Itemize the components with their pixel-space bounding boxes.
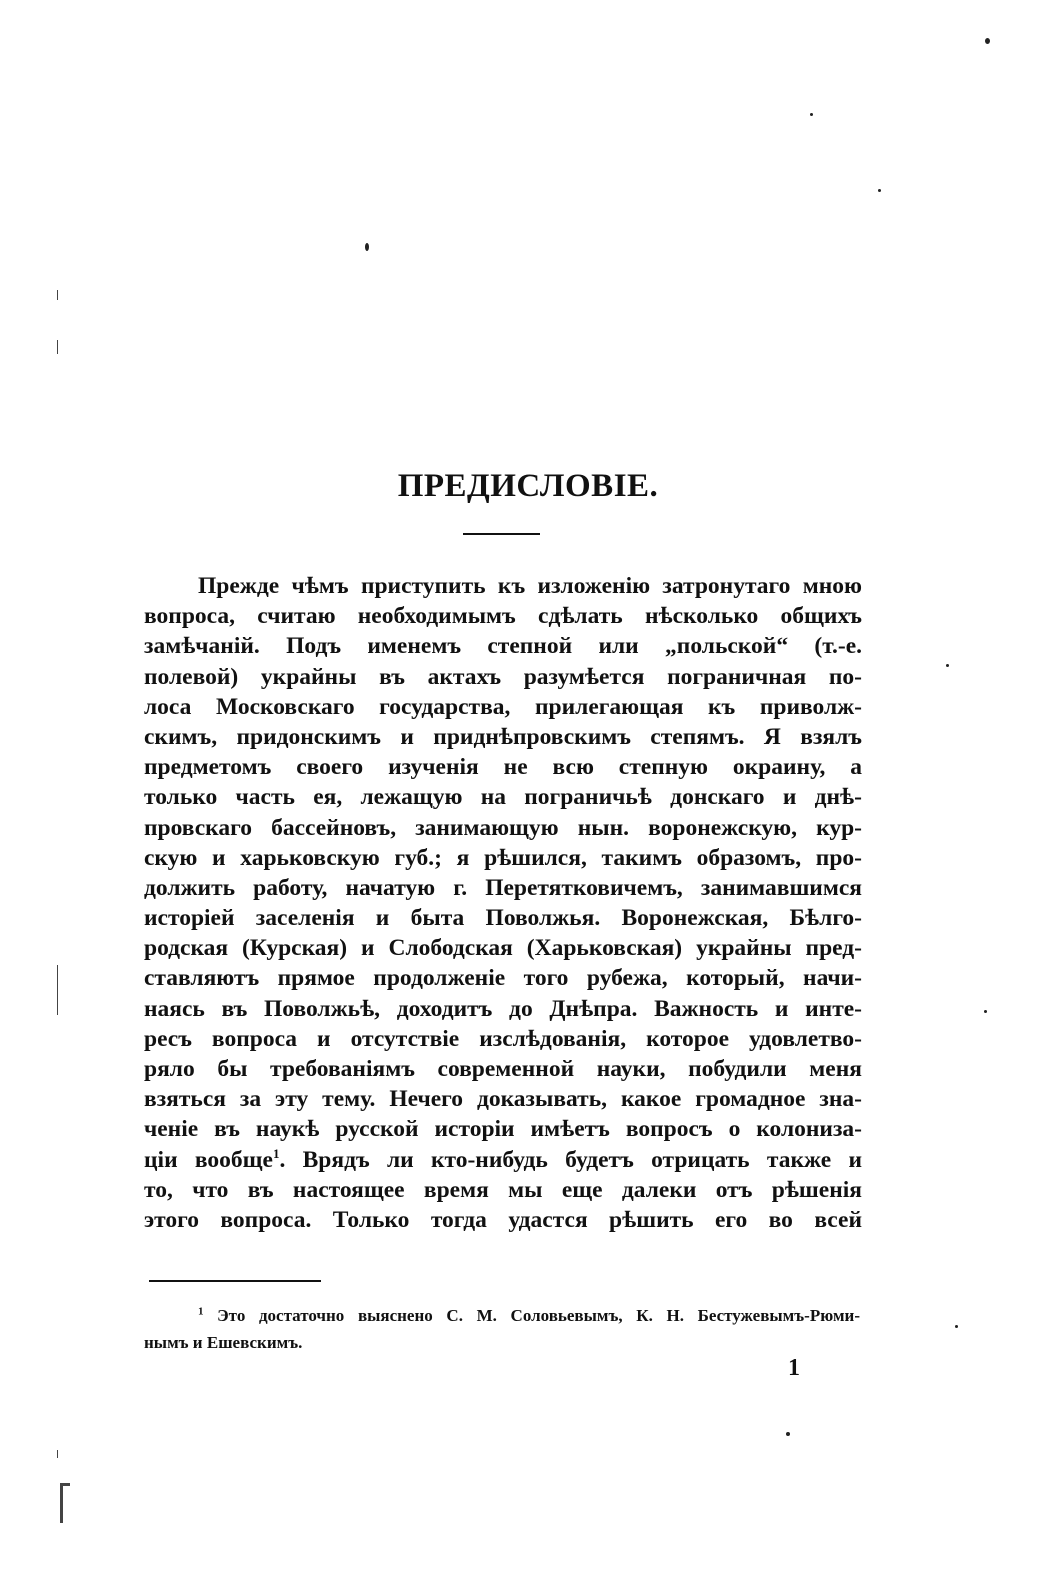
scan-speck	[946, 664, 949, 667]
text-line: Прежде чѣмъ приступить къ изложенію затронутаго мною	[198, 573, 862, 599]
text-line: родская (Курская) и Слободская (Харьковская) украйны пред-	[144, 935, 862, 962]
scan-edge-mark	[57, 1450, 58, 1458]
text-line: ченіе въ наукѣ русской исторіи имѣетъ вопросъ о колониза-	[144, 1116, 862, 1143]
text-line-with-footnote-ref	[144, 1145, 862, 1175]
scan-speck	[985, 38, 990, 44]
scan-edge-mark	[60, 1483, 70, 1486]
text-line: ресъ вопроса и отсутствіе изслѣдованія, которое удовлетво-	[144, 1025, 862, 1052]
text-line: провскаго бассейновъ, занимающую нын. воронежскую, кур-	[144, 814, 862, 841]
footnote-line	[144, 1302, 860, 1329]
title-divider	[463, 533, 540, 535]
scan-speck	[878, 189, 881, 192]
scan-edge-mark	[60, 1483, 63, 1523]
scan-speck	[955, 1325, 958, 1328]
scan-speck	[786, 1432, 790, 1436]
text-line: вопроса, считаю необходимымъ сдѣлать нѣсколько общихъ	[144, 603, 862, 630]
text-line: ставляютъ прямое продолженіе того рубежа, который, начи-	[144, 965, 862, 992]
text-line: полевой) украйны въ актахъ разумѣется пограничная по-	[144, 663, 862, 690]
scan-edge-mark	[57, 340, 58, 354]
footnote-divider	[149, 1280, 321, 1282]
chapter-title: ПРЕДИСЛОВІЕ.	[397, 468, 659, 504]
text-line: наясь въ Поволжьѣ, доходитъ до Днѣпра. Важность и инте-	[144, 995, 862, 1022]
scan-speck	[984, 1010, 987, 1013]
text-line: только часть ея, лежащую на пограничьѣ донскаго и днѣ-	[144, 784, 862, 811]
text-line: скую и харьковскую губ.; я рѣшился, такимъ образомъ, про-	[144, 844, 862, 871]
scan-speck	[365, 243, 369, 251]
footnote	[144, 1302, 860, 1356]
scan-edge-mark	[57, 965, 58, 1015]
text-line: взяться за эту тему. Нечего доказывать, какое громадное зна-	[144, 1086, 862, 1113]
footnote-marker: 1	[198, 1305, 204, 1318]
scan-edge-mark	[57, 290, 58, 300]
text-line: скимъ, придонскимъ и приднѣпровскимъ степямъ. Я взялъ	[144, 723, 862, 750]
text-line: исторіей заселенія и быта Поволжья. Воронежская, Бѣлго-	[144, 905, 862, 932]
text-line: то, что въ настоящее время мы еще далеки отъ рѣшенія	[144, 1176, 862, 1203]
footnote-text: Это достаточно выяснено С. М. Соловьевымъ, К. Н. Бестужевымъ-Рюми-	[217, 1306, 860, 1325]
text-line: ряло бы требованіямъ современной науки, побудили меня	[144, 1056, 862, 1082]
footnote-reference[interactable]: 1	[272, 1145, 280, 1161]
text-line: этого вопроса. Только тогда удастся рѣшить его во всей	[144, 1206, 862, 1233]
text-line: лоса Московскаго государства, прилегающая къ приволж-	[144, 693, 862, 720]
text-segment: . Врядъ ли кто-нибудь будетъ отрицать также и	[279, 1146, 862, 1173]
page-number: 1	[788, 1355, 800, 1381]
text-line: замѣчаній. Подъ именемъ степной или „польской“ (т.-е.	[144, 633, 862, 660]
text-line: предметомъ своего изученія не всю степную окраину, а	[144, 754, 862, 781]
footnote-line: нымъ и Ешевскимъ.	[144, 1333, 303, 1352]
body-text	[144, 571, 862, 1235]
text-segment: ціи вообще	[144, 1146, 273, 1173]
scan-speck	[810, 113, 813, 116]
text-line: должить работу, начатую г. Перетятковичемъ, занимавшимся	[144, 874, 862, 901]
